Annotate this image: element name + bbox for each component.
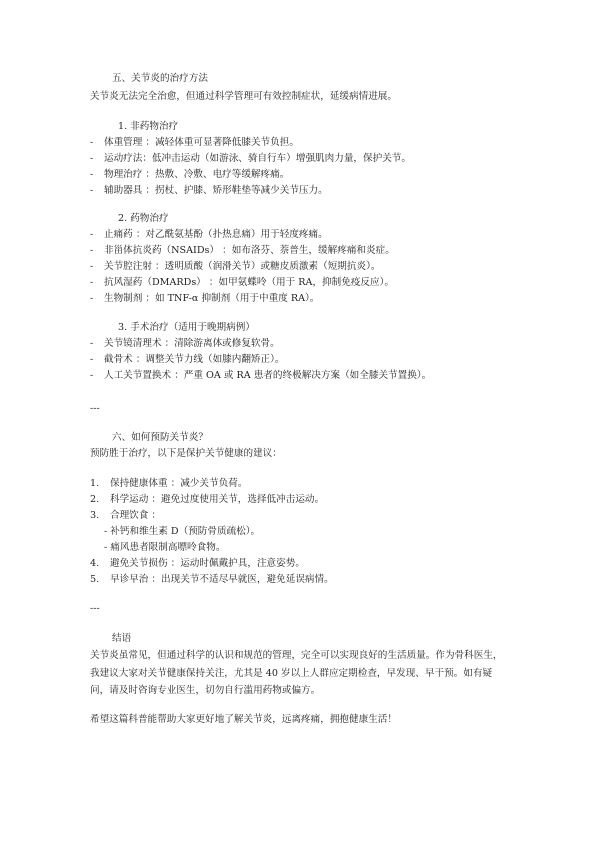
list-item (90, 153, 411, 165)
closing-line: 希望这篇科普能帮助大家更好地了解关节炎，远离疼痛，拥抱健康生活！ (90, 714, 397, 725)
bullet-mark: - (90, 293, 94, 304)
bullet-mark: - (90, 338, 94, 349)
list-item (90, 293, 319, 305)
section-divider: --- (90, 603, 100, 614)
list-item (90, 277, 394, 289)
bullet-mark: - (90, 277, 94, 288)
conclusion-title: 结语 (112, 633, 132, 644)
list-item (90, 558, 305, 570)
list-item (90, 338, 280, 350)
list-item (90, 261, 380, 273)
list-item-text: 早诊早治 ：出现关节不适尽早就医，避免延误病情。 (110, 574, 334, 585)
list-number: 3. (90, 510, 100, 521)
conclusion-body: 关节炎虽常见，但通过科学的认识和规范的管理，完全可以实现良好的生活质量。作为骨科医生，我建议大家对关节健康保持关注，尤其是 40 岁以上人群应定期检查，早发现、早干预。如有疑问，请及时咨询专业医生，切勿自行滥用药物或偏方。 (90, 650, 503, 696)
list-item-text: 合理饮食 ： (110, 510, 162, 521)
list-item (90, 185, 328, 197)
list-item (90, 245, 395, 257)
list-item (90, 169, 289, 181)
bullet-mark: - (90, 245, 94, 256)
list-item-text: 辅助器具 ：拐杖、护膝、矫形鞋垫等减少关节压力。 (104, 185, 328, 196)
bullet-mark: - (90, 229, 94, 240)
list-item-text: 保持健康体重 ：减少关节负荷。 (110, 478, 248, 489)
list-item-text: 物理治疗 ：热敷、冷敷、电疗等缓解疼痛。 (104, 169, 290, 180)
bullet-mark: - (90, 261, 94, 272)
list-item-text: 非甾体抗炎药（NSAIDs） ：如布洛芬、萘普生，缓解疼痛和炎症。 (104, 245, 395, 256)
list-item-text: 避免关节损伤 ：运动时佩戴护具，注意姿势。 (110, 558, 305, 569)
diet-subitem: - 痛风患者限制高嘌呤食物。 (104, 542, 226, 553)
list-item-text: 关节镜清理术 ：清除游离体或修复软骨。 (104, 338, 280, 349)
list-number: 1. (90, 478, 100, 489)
list-item-text: 人工关节置换术 ：严重 OA 或 RA 患者的终极解决方案（如全膝关节置换）。 (104, 370, 432, 381)
section-5-title: 五、关节炎的治疗方法 (112, 73, 208, 84)
bullet-mark: - (90, 370, 94, 381)
diet-subitem: - 补钙和维生素 D（预防骨质疏松）。 (104, 526, 261, 537)
list-item (90, 229, 328, 241)
list-item (90, 494, 324, 506)
list-number: 4. (90, 558, 100, 569)
subsection-2-heading: 2. 药物治疗 (118, 213, 169, 224)
list-item (90, 137, 299, 149)
list-item-text: 截骨术 ：调整关节力线（如膝内翻矫正）。 (104, 354, 285, 365)
list-item-text: 体重管理 ：减轻体重可显著降低膝关节负担。 (104, 137, 299, 148)
section-6-title: 六、如何预防关节炎？ (112, 432, 208, 443)
bullet-mark: - (90, 185, 94, 196)
list-item-text: 止痛药 ：对乙酰氨基酚（扑热息痛）用于轻度疼痛。 (104, 229, 328, 240)
section-6-intro: 预防胜于治疗，以下是保护关节健康的建议： (90, 448, 282, 459)
list-item (90, 510, 161, 522)
list-item (90, 354, 285, 366)
list-number: 2. (90, 494, 100, 505)
bullet-mark: - (90, 153, 94, 164)
list-item-text: 关节腔注射 ：透明质酸（润滑关节）或糖皮质激素（短期抗炎）。 (104, 261, 381, 272)
bullet-mark: - (90, 137, 94, 148)
bullet-mark: - (90, 169, 94, 180)
list-item-text: 生物制剂 ：如 TNF-α 抑制剂（用于中重度 RA）。 (104, 293, 320, 304)
list-item-text: 运动疗法：低冲击运动（如游泳、骑自行车）增强肌肉力量，保护关节。 (104, 153, 411, 164)
section-divider: --- (90, 403, 100, 414)
list-number: 5. (90, 574, 100, 585)
list-item (90, 478, 247, 490)
bullet-mark: - (90, 354, 94, 365)
subsection-3-heading: 3. 手术治疗（适用于晚期病例） (118, 322, 255, 333)
list-item-text: 科学运动 ：避免过度使用关节，选择低冲击运动。 (110, 494, 325, 505)
section-5-intro: 关节炎无法完全治愈，但通过科学管理可有效控制症状，延缓病情进展。 (90, 91, 397, 102)
list-item-text: 抗风湿药（DMARDs） ：如甲氨蝶呤（用于 RA，抑制免疫反应）。 (104, 277, 394, 288)
list-item (90, 574, 334, 586)
subsection-1-heading: 1. 非药物治疗 (118, 121, 179, 132)
list-item (90, 370, 431, 382)
